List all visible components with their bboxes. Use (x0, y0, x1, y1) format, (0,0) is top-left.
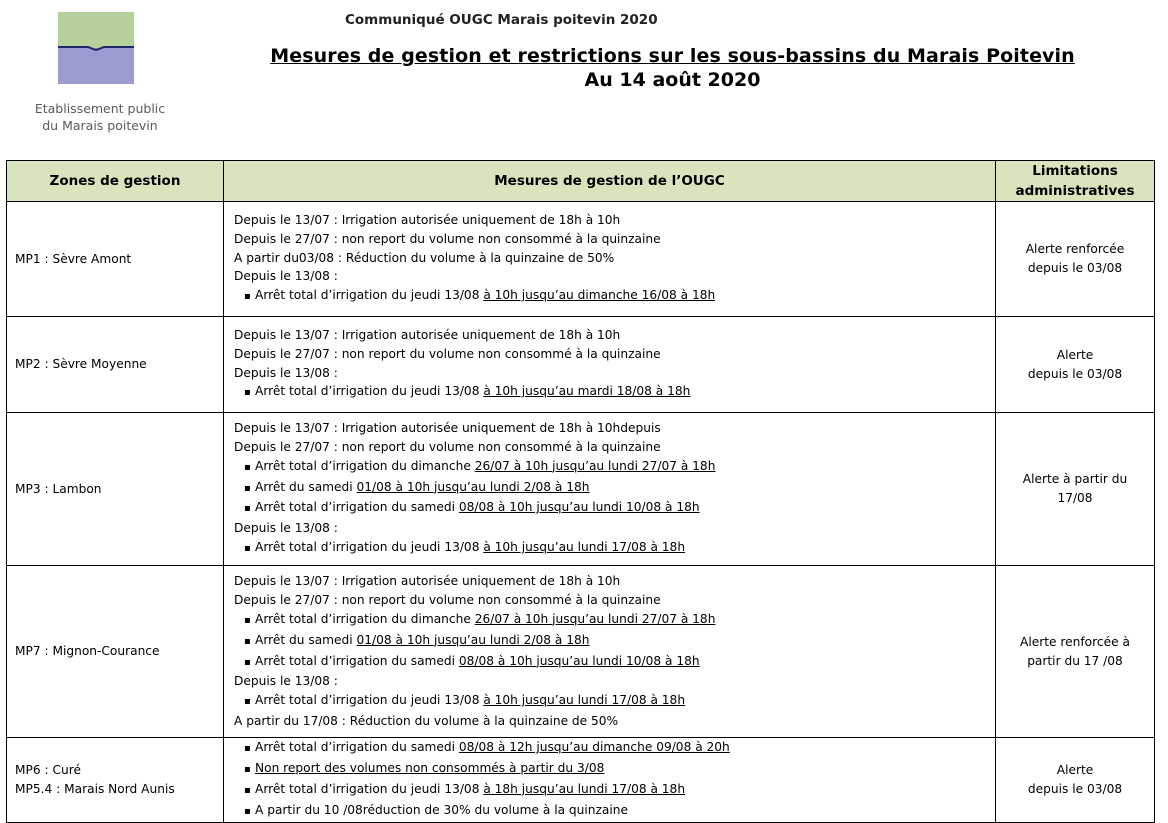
table-header-row (7, 161, 1155, 202)
limitation-text: Alerte renforcée à (1020, 634, 1130, 649)
limitation-text: 17/08 (1057, 491, 1093, 505)
logo-text (30, 100, 170, 134)
measure-bullet (234, 801, 995, 822)
measure-bullet (234, 286, 995, 307)
measure-text: Arrêt total d’irrigation du jeudi 13/08 (255, 384, 484, 399)
bullet-icon: ▪ (244, 503, 251, 515)
bullet-icon: ▪ (244, 784, 251, 796)
measure-line: Depuis le 27/07 : non report du volume non consommé à la quinzaine (234, 346, 661, 361)
measure-period: 08/08 à 10h jusqu’au lundi 10/08 à 18h (458, 653, 700, 668)
measure-period: 26/07 à 10h jusqu’au lundi 27/07 à 18h (474, 458, 716, 473)
zone-name: MP7 : Mignon-Courance (15, 644, 160, 659)
measure-text: Arrêt total d’irrigation du jeudi 13/08 (255, 781, 484, 796)
measure-text: Arrêt total d’irrigation du dimanche (255, 611, 475, 626)
limitation-text: depuis le 03/08 (1027, 366, 1123, 381)
limitation-cell (996, 202, 1155, 317)
limitation-text: partir du 17 /08 (1027, 653, 1123, 668)
zone-name: MP2 : Sèvre Moyenne (15, 357, 147, 372)
bullet-icon: ▪ (244, 543, 251, 555)
measure-text: Arrêt total d’irrigation du samedi (255, 740, 459, 754)
measure-line: A partir du03/08 : Réduction du volume à la quinzaine de 50% (234, 250, 615, 265)
zone-name: MP1 : Sèvre Amont (15, 251, 132, 266)
bullet-icon: ▪ (244, 696, 251, 708)
limitation-text: Alerte (1056, 347, 1094, 362)
measures-cell (224, 738, 996, 823)
bullet-icon: ▪ (244, 743, 251, 754)
bullet-icon: ▪ (244, 805, 251, 817)
zone-cell (7, 413, 224, 566)
logo-line-1: Etablissement public (34, 101, 166, 116)
bullet-icon: ▪ (244, 291, 251, 303)
measure-period: 01/08 à 10h jusqu’au lundi 2/08 à 18h (356, 479, 590, 494)
measure-line: Depuis le 13/07 : Irrigation autorisée uniquement de 18h à 10h (234, 212, 621, 227)
zone-name: MP6 : Curé (15, 762, 81, 777)
header-measures: Mesures de gestion de l’OUGC (224, 161, 996, 202)
limitation-text: depuis le 03/08 (1027, 261, 1123, 275)
measure-line: Depuis le 13/08 : (234, 674, 338, 689)
management-measures-table (6, 160, 1155, 823)
table-row (7, 413, 1155, 566)
measure-line: Depuis le 13/07 : Irrigation autorisée uniquement de 18h à 10h (234, 573, 621, 588)
measure-text: Arrêt total d’irrigation du samedi (255, 653, 459, 668)
limitation-text: depuis le 03/08 (1027, 781, 1123, 796)
table-row (7, 202, 1155, 317)
limitation-text: Alerte à partir du (1022, 472, 1128, 487)
measure-line: Depuis le 13/08 : (234, 269, 338, 284)
limitation-cell (996, 566, 1155, 738)
measure-text: Arrêt total d’irrigation du dimanche (255, 458, 475, 473)
document-title: Mesures de gestion et restrictions sur les sous-bassins du Marais Poitevin (270, 45, 1075, 67)
measure-bullet (234, 631, 995, 652)
bullet-icon: ▪ (244, 614, 251, 626)
measure-bullet (234, 759, 995, 780)
zone-cell (7, 202, 224, 317)
measures-cell (224, 413, 996, 566)
communique-label: Communiqué OUGC Marais poitevin 2020 (345, 12, 658, 28)
document-header (200, 12, 1145, 91)
limitation-cell (996, 413, 1155, 566)
bullet-icon: ▪ (244, 656, 251, 668)
measure-bullet (234, 691, 995, 712)
bullet-icon: ▪ (244, 635, 251, 647)
measure-period: 01/08 à 10h jusqu’au lundi 2/08 à 18h (356, 632, 590, 647)
measure-bullet (234, 382, 995, 403)
measure-line: Depuis le 27/07 : non report du volume non consommé à la quinzaine (234, 439, 661, 454)
header-limits (996, 161, 1155, 202)
table-row (7, 317, 1155, 413)
establishment-logo-icon (58, 12, 134, 84)
measure-period: Non report des volumes non consommés à partir du 3/08 (255, 760, 605, 775)
zone-name: MP3 : Lambon (15, 481, 102, 496)
limitation-text: Alerte (1056, 762, 1094, 777)
header-zones: Zones de gestion (7, 161, 224, 202)
table-row (7, 566, 1155, 738)
measure-line: Depuis le 27/07 : non report du volume non consommé à la quinzaine (234, 231, 661, 246)
measure-text: Arrêt du samedi (255, 479, 357, 494)
bullet-icon: ▪ (244, 461, 251, 473)
measures-cell (224, 566, 996, 738)
measure-line: A partir du 17/08 : Réduction du volume à la quinzaine de 50% (234, 714, 619, 729)
measure-bullet (234, 538, 995, 559)
limitation-text: Alerte renforcée (1025, 242, 1125, 257)
measure-text: Arrêt total d’irrigation du jeudi 13/08 (255, 693, 484, 708)
measures-cell (224, 317, 996, 413)
measure-bullet (234, 780, 995, 801)
measure-period: à 10h jusqu’au mardi 18/08 à 18h (483, 384, 691, 399)
measure-bullet (234, 652, 995, 673)
measure-period: à 18h jusqu’au lundi 17/08 à 18h (483, 781, 686, 796)
table-row (7, 738, 1155, 823)
measure-period: 26/07 à 10h jusqu’au lundi 27/07 à 18h (474, 611, 716, 626)
measure-line: Depuis le 13/07 : Irrigation autorisée uniquement de 18h à 10h (234, 327, 621, 342)
measure-period: à 10h jusqu’au dimanche 16/08 à 18h (483, 288, 716, 303)
measure-text: Arrêt total d’irrigation du jeudi 13/08 (255, 540, 484, 555)
measure-bullet (234, 478, 995, 499)
measure-line: Depuis le 13/08 : (234, 521, 338, 536)
measure-line: Depuis le 13/07 : Irrigation autorisée uniquement de 18h à 10hdepuis (234, 420, 661, 435)
measures-cell (224, 202, 996, 317)
measure-bullet (234, 457, 995, 478)
measure-bullet (234, 738, 995, 759)
measure-text: Arrêt total d’irrigation du jeudi 13/08 (255, 288, 484, 303)
zone-name: MP5.4 : Marais Nord Aunis (15, 781, 175, 796)
measure-period: à 10h jusqu’au lundi 17/08 à 18h (483, 540, 686, 555)
zone-cell (7, 738, 224, 823)
limitation-cell (996, 738, 1155, 823)
logo-line-2: du Marais poitevin (42, 118, 158, 133)
document-date: Au 14 août 2020 (584, 69, 761, 91)
bullet-icon: ▪ (244, 387, 251, 399)
measure-period: 08/08 à 10h jusqu’au lundi 10/08 à 18h (458, 500, 700, 515)
measure-text: Arrêt total d’irrigation du samedi (255, 500, 459, 515)
bullet-icon: ▪ (244, 482, 251, 494)
measure-period: à 10h jusqu’au lundi 17/08 à 18h (483, 693, 686, 708)
measure-line: Depuis le 27/07 : non report du volume non consommé à la quinzaine (234, 592, 661, 607)
header-limits-line-2: administratives (1015, 183, 1135, 199)
measure-bullet (234, 610, 995, 631)
bullet-icon: ▪ (244, 763, 251, 775)
zone-cell (7, 566, 224, 738)
header-limits-line-1: Limitations (1032, 163, 1118, 179)
measure-line: Depuis le 13/08 : (234, 365, 338, 380)
zone-cell (7, 317, 224, 413)
measure-text: A partir du 10 /08réduction de 30% du volume à la quinzaine (255, 802, 628, 817)
limitation-cell (996, 317, 1155, 413)
measure-period: 08/08 à 12h jusqu’au dimanche 09/08 à 20h (458, 740, 730, 754)
measure-bullet (234, 498, 995, 519)
measure-text: Arrêt du samedi (255, 632, 357, 647)
